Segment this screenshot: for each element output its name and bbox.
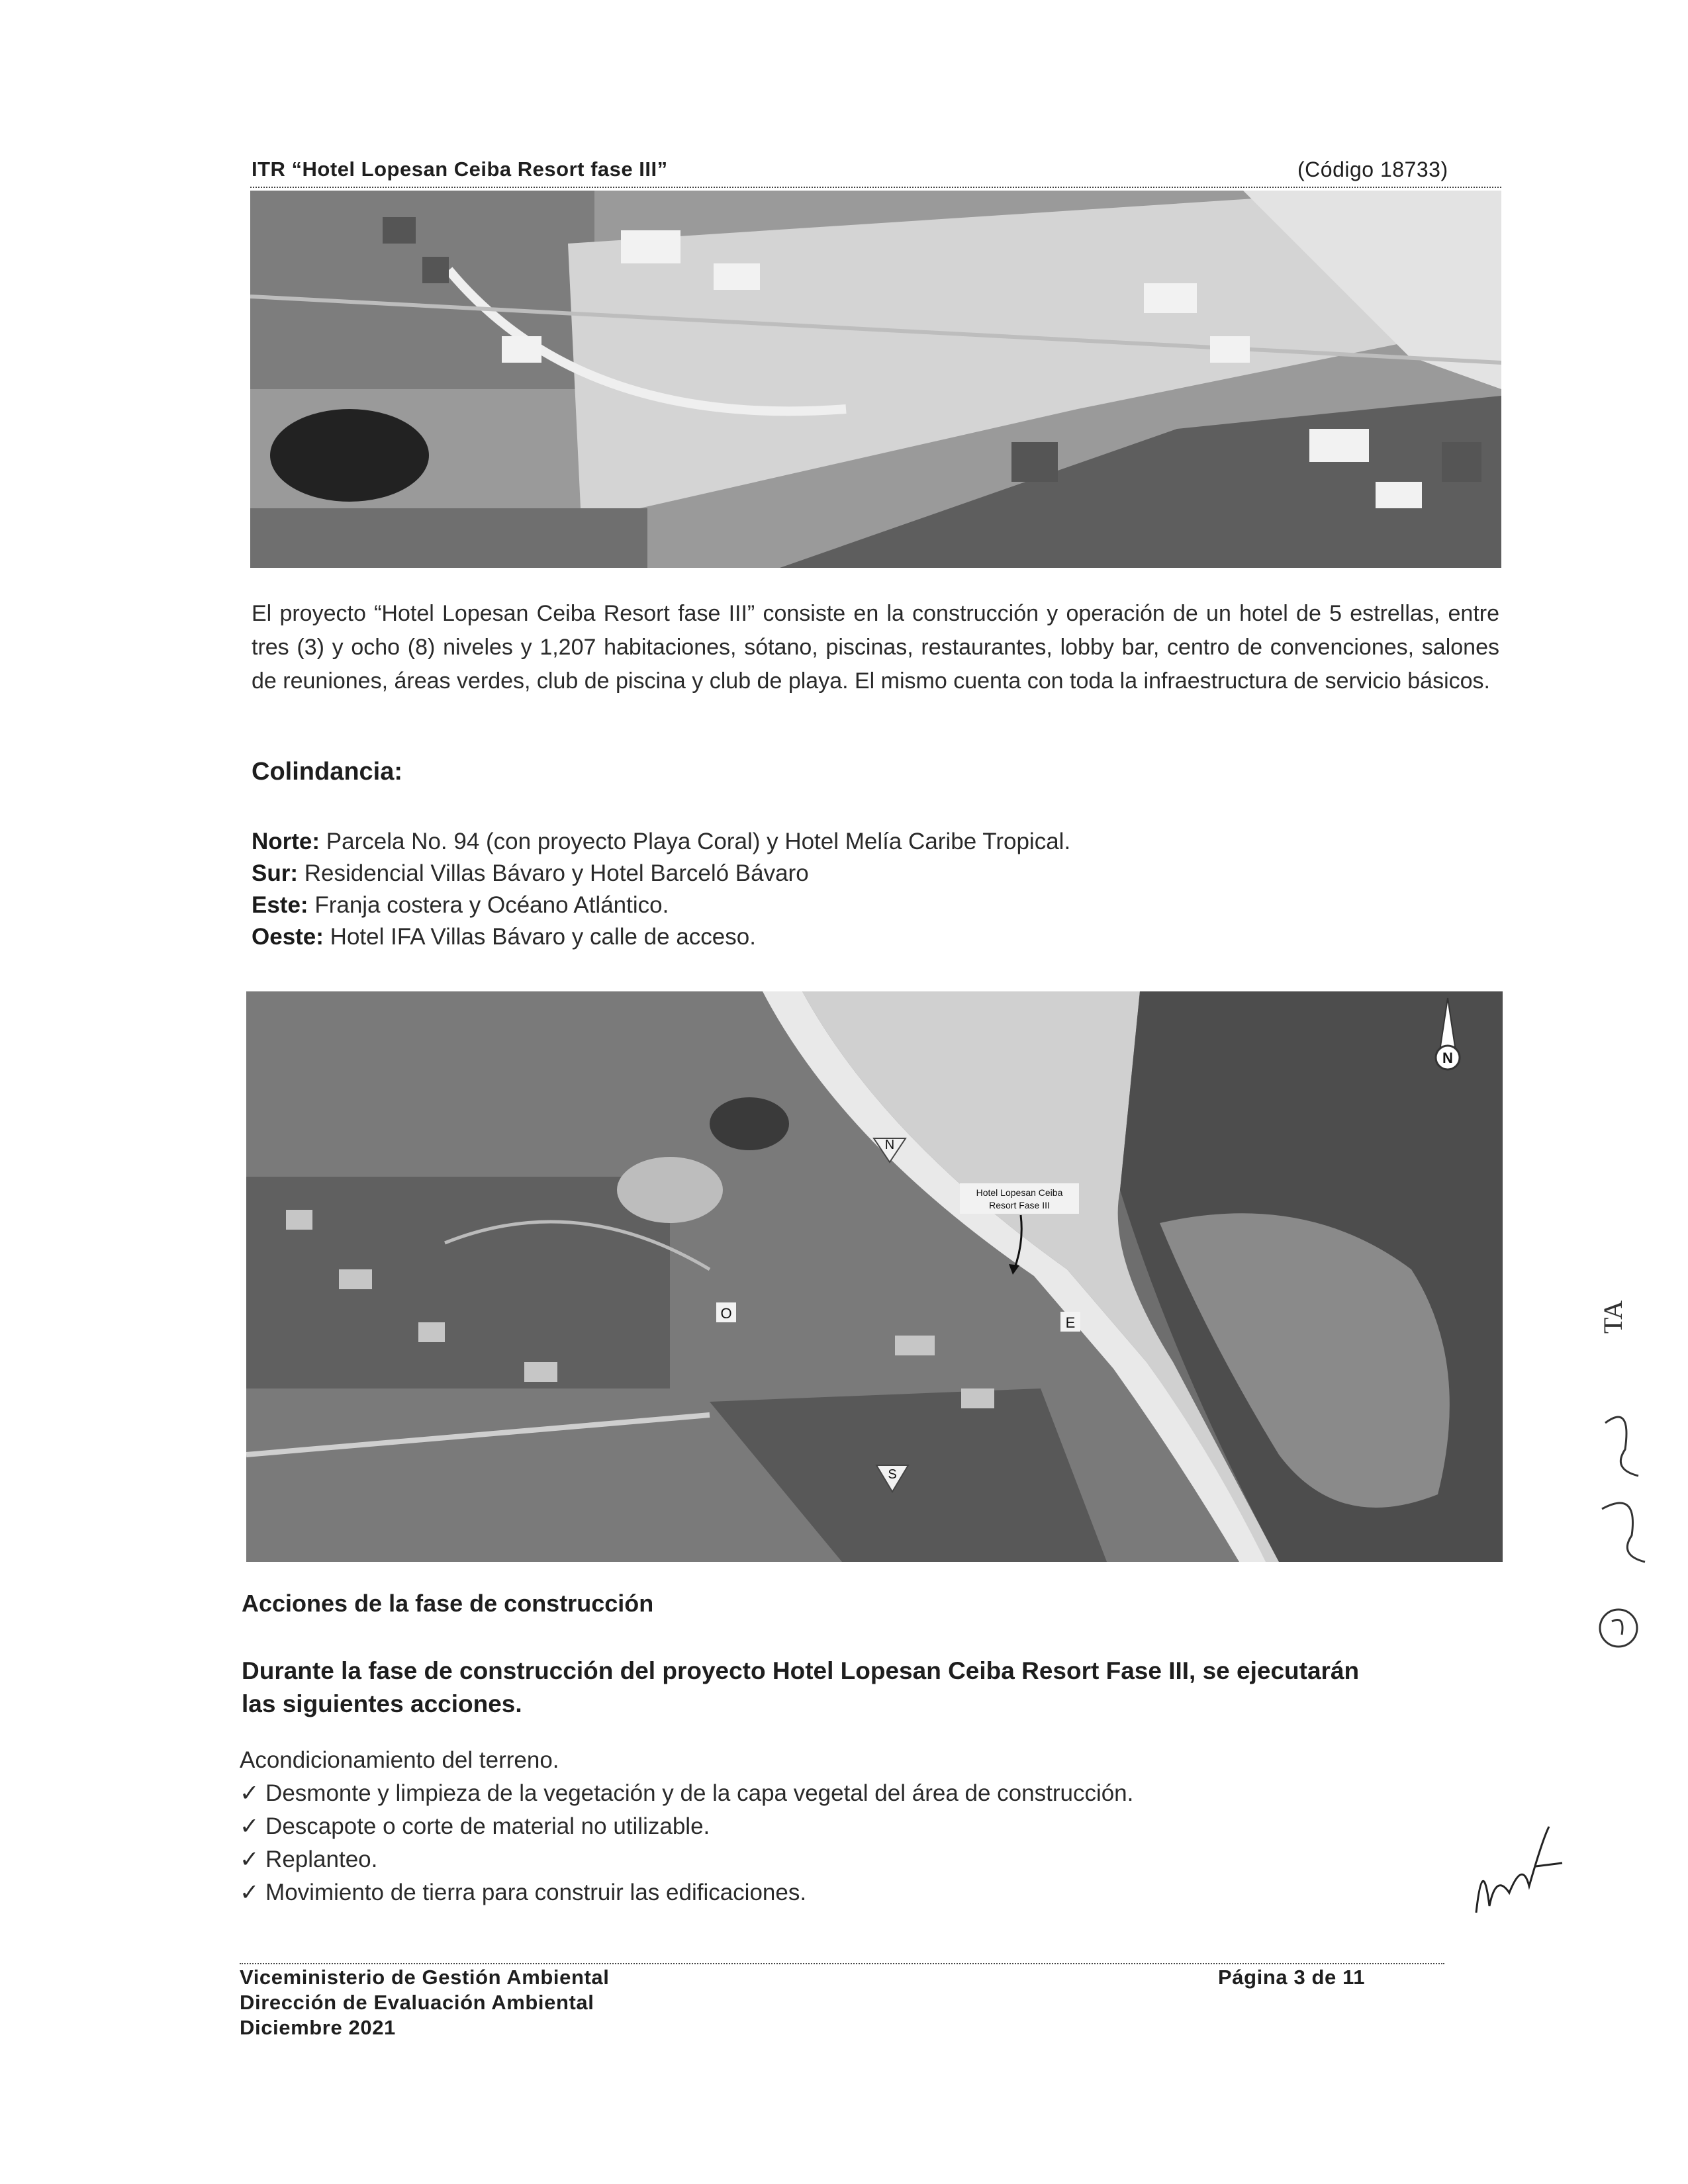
header-divider [250,187,1501,188]
svg-text:Hotel Lopesan Ceiba: Hotel Lopesan Ceiba [976,1187,1063,1198]
svg-text:E: E [1065,1314,1076,1331]
project-site-label [960,1183,1079,1214]
aerial-photo-top-graphic [250,191,1501,568]
oeste-label: Oeste: [252,924,324,950]
colindancia-oeste [252,921,756,953]
footer-line-2: Dirección de Evaluación Ambiental [240,1991,594,2014]
page-number: Página 3 de 11 [1218,1966,1366,1989]
svg-text:Resort Fase III: Resort Fase III [989,1200,1050,1210]
handwritten-note: TA [1598,1300,1628,1334]
map-marker-e [1060,1312,1080,1332]
list-item: ✓ Descapote o corte de material no utilizable. [240,1813,710,1839]
este-text: Franja costera y Océano Atlántico. [308,892,669,918]
map-marker-o [716,1302,736,1322]
location-map [246,991,1503,1562]
handwritten-signature-graphic [1463,1813,1569,1926]
location-map-graphic [246,991,1503,1562]
construction-subheading: Acondicionamiento del terreno. [240,1747,559,1773]
aerial-photo-top [250,191,1501,568]
construction-heading: Acciones de la fase de construcción [242,1590,654,1617]
este-label: Este: [252,892,308,918]
handwritten-signature [1463,1813,1569,1926]
list-item: ✓ Replanteo. [240,1846,378,1872]
svg-text:O: O [720,1305,732,1322]
sur-text: Residencial Villas Bávaro y Hotel Barceló Bávaro [298,860,809,886]
svg-text:N: N [884,1138,895,1152]
footer-line-1: Viceministerio de Gestión Ambiental [240,1966,610,1989]
handwritten-initials [1585,1291,1658,1688]
colindancia-heading: Colindancia: [252,758,403,786]
construction-intro: Durante la fase de construcción del proyecto Hotel Lopesan Ceiba Resort Fase III, se ejecutarán las siguientes acciones. [242,1657,1360,1717]
footer-line-3: Diciembre 2021 [240,2016,396,2039]
list-item: ✓ Movimiento de tierra para construir las edificaciones. [240,1880,807,1905]
colindancia-norte [252,826,1070,858]
handwritten-initials-graphic [1585,1291,1658,1688]
colindancia-este [252,889,669,921]
north-arrow-label: N [1442,1050,1453,1066]
header-code: (Código 18733) [1297,158,1448,181]
footer-divider [240,1963,1444,1964]
header-title: ITR “Hotel Lopesan Ceiba Resort fase III” [252,158,668,181]
project-description: El proyecto “Hotel Lopesan Ceiba Resort fase III” consiste en la construcción y operación de un hotel de 5 estrellas, entre tres (3) y ocho (8) niveles y 1,207 habitaciones, sótano, piscinas, restaurantes, lobby bar, centro de convenciones, salones de reuniones, áreas verdes, club de piscina y club de playa. El mismo cuenta con toda la infraestructura de servicio básicos. [252,601,1499,694]
list-item: ✓ Desmonte y limpieza de la vegetación y de la capa vegetal del área de construcción. [240,1780,1134,1806]
norte-label: Norte: [252,829,320,854]
sur-label: Sur: [252,860,298,886]
oeste-text: Hotel IFA Villas Bávaro y calle de acceso. [323,924,756,950]
svg-text:S: S [888,1467,897,1482]
norte-text: Parcela No. 94 (con proyecto Playa Coral) y Hotel Melía Caribe Tropical. [320,829,1071,854]
colindancia-sur [252,858,809,889]
